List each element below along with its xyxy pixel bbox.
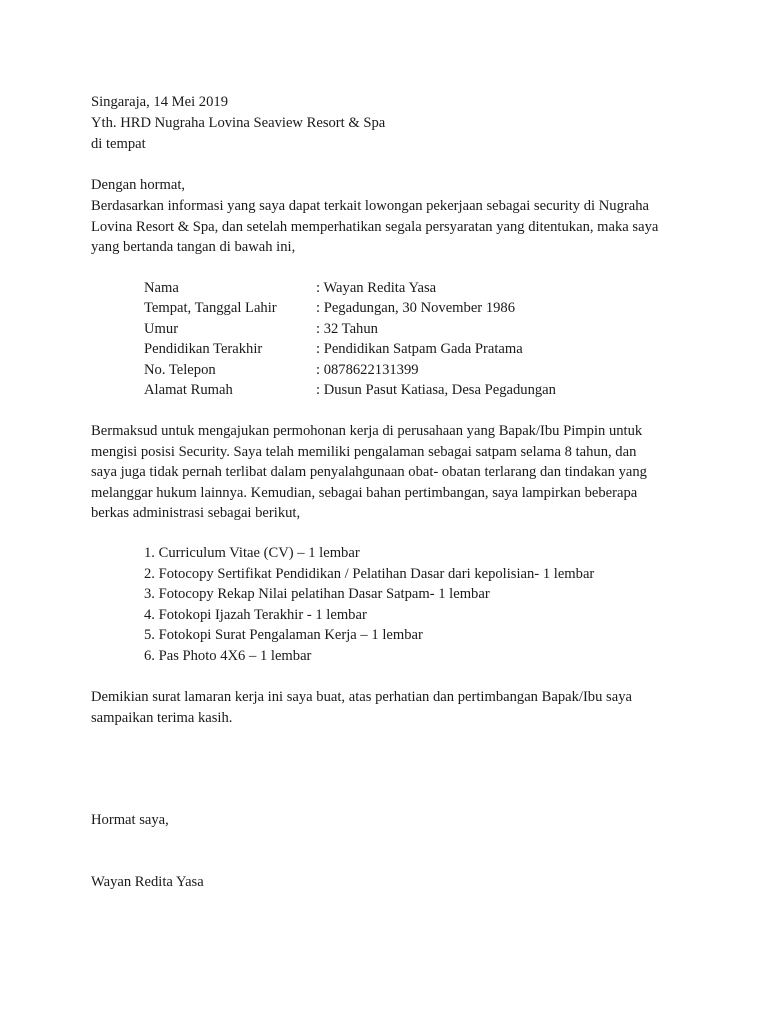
opening-line: Berdasarkan informasi yang saya dapat terkait lowongan pekerjaan sebagai security di Nugraha [91, 198, 649, 214]
recipient: Yth. HRD Nugraha Lovina Seaview Resort & Spa [91, 115, 386, 131]
identity-value: : Dusun Pasut Katiasa, Desa Pegadungan [316, 382, 556, 398]
body-line: berkas administrasi sebagai berikut, [91, 505, 301, 521]
place-date: Singaraja, 14 Mei 2019 [91, 94, 228, 110]
attachment-item: 3. Fotocopy Rekap Nilai pelatihan Dasar Satpam- 1 lembar [144, 586, 490, 602]
attachment-item: 6. Pas Photo 4X6 – 1 lembar [144, 648, 312, 664]
identity-label: No. Telepon [144, 362, 216, 378]
body-line: melanggar hukum lainnya. Kemudian, sebagai bahan pertimbangan, saya lampirkan beberapa [91, 485, 638, 501]
opening-line: Lovina Resort & Spa, dan setelah memperhatikan segala persyaratan yang ditentukan, maka saya [91, 219, 659, 235]
greeting: Dengan hormat, [91, 177, 186, 193]
identity-value: : 0878622131399 [316, 362, 419, 378]
identity-label: Alamat Rumah [144, 382, 233, 398]
body-line: mengisi posisi Security. Saya telah memiliki pengalaman sebagai satpam selama 8 tahun, dan [91, 444, 637, 460]
attachment-item: 5. Fotokopi Surat Pengalaman Kerja – 1 lembar [144, 627, 423, 643]
identity-label: Pendidikan Terakhir [144, 341, 263, 357]
recipient-location: di tempat [91, 136, 146, 152]
identity-label: Umur [144, 321, 179, 337]
identity-label: Nama [144, 280, 179, 296]
attachment-item: 1. Curriculum Vitae (CV) – 1 lembar [144, 545, 360, 561]
identity-value: : Pegadungan, 30 November 1986 [316, 300, 516, 316]
body-line: saya juga tidak pernah terlibat dalam penyalahgunaan obat- obatan terlarang dan tindakan yang [91, 464, 647, 480]
identity-value: : 32 Tahun [316, 321, 378, 337]
identity-value: : Pendidikan Satpam Gada Pratama [316, 341, 523, 357]
attachment-item: 4. Fotokopi Ijazah Terakhir - 1 lembar [144, 607, 367, 623]
signature-name: Wayan Redita Yasa [91, 874, 204, 890]
sign-off: Hormat saya, [91, 812, 169, 828]
identity-value: : Wayan Redita Yasa [316, 280, 437, 296]
opening-line: yang bertanda tangan di bawah ini, [91, 239, 296, 255]
closing-line: Demikian surat lamaran kerja ini saya buat, atas perhatian dan pertimbangan Bapak/Ibu saya [91, 689, 632, 705]
body-line: Bermaksud untuk mengajukan permohonan kerja di perusahaan yang Bapak/Ibu Pimpin untuk [91, 423, 643, 439]
attachment-item: 2. Fotocopy Sertifikat Pendidikan / Pelatihan Dasar dari kepolisian- 1 lembar [144, 566, 595, 582]
identity-label: Tempat, Tanggal Lahir [144, 300, 277, 316]
closing-line: sampaikan terima kasih. [91, 710, 233, 726]
